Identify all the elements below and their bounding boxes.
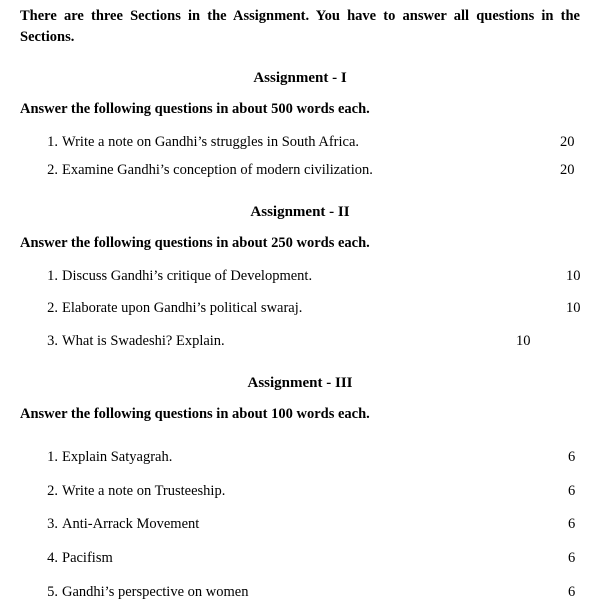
question-item — [20, 582, 580, 604]
assignment-section-3 — [20, 375, 580, 604]
section-title-1: Assignment - I — [253, 70, 347, 87]
question-list-1 — [20, 132, 580, 182]
question-number: 3. — [47, 516, 58, 533]
question-text: Write a note on Trusteeship. — [62, 482, 226, 499]
assignment-intro-text: There are three Sections in the Assignment. You have to answer all questions in the Sections. — [20, 8, 580, 46]
question-marks: 20 — [560, 161, 575, 178]
question-item — [20, 331, 580, 353]
question-number: 3. — [47, 333, 58, 350]
question-text: Write a note on Gandhi’s struggles in South Africa. — [62, 134, 360, 151]
assignment-section-1 — [20, 70, 580, 182]
question-text: What is Swadeshi? Explain. — [62, 333, 225, 350]
question-text: Gandhi’s perspective on women — [62, 583, 249, 600]
question-item — [20, 447, 580, 469]
question-marks: 6 — [568, 550, 576, 567]
question-marks: 6 — [568, 448, 576, 465]
section-title-3: Assignment - III — [247, 374, 353, 391]
question-number: 1. — [47, 134, 58, 151]
question-number: 1. — [47, 267, 58, 284]
question-number: 2. — [47, 300, 58, 317]
question-marks: 10 — [516, 333, 531, 350]
question-item — [20, 548, 580, 570]
assignment-section-2 — [20, 204, 580, 353]
question-marks: 10 — [566, 267, 581, 284]
question-text: Pacifism — [62, 550, 113, 567]
question-text: Anti-Arrack Movement — [62, 516, 200, 533]
question-item — [20, 514, 580, 536]
question-list-3 — [20, 447, 580, 604]
question-marks: 6 — [568, 583, 576, 600]
question-marks: 6 — [568, 482, 576, 499]
section-instruction-2: Answer the following questions in about 250 words each. — [20, 234, 370, 251]
section-instruction-3: Answer the following questions in about 100 words each. — [20, 405, 370, 422]
question-marks: 10 — [566, 300, 581, 317]
question-marks: 20 — [560, 134, 575, 151]
question-marks: 6 — [568, 516, 576, 533]
section-title-2: Assignment - II — [250, 203, 350, 220]
question-number: 1. — [47, 448, 58, 465]
question-text: Examine Gandhi’s conception of modern civilization. — [62, 161, 373, 178]
section-instruction-1: Answer the following questions in about 500 words each. — [20, 101, 370, 118]
question-text: Discuss Gandhi’s critique of Development. — [62, 267, 313, 284]
question-item — [20, 132, 580, 154]
question-text: Explain Satyagrah. — [62, 448, 173, 465]
question-text: Elaborate upon Gandhi’s political swaraj. — [62, 300, 303, 317]
question-number: 2. — [47, 482, 58, 499]
question-number: 5. — [47, 583, 58, 600]
question-item — [20, 298, 580, 320]
question-item — [20, 481, 580, 503]
question-list-2 — [20, 266, 580, 353]
question-number: 2. — [47, 161, 58, 178]
question-item — [20, 160, 580, 182]
question-item — [20, 266, 580, 288]
question-number: 4. — [47, 550, 58, 567]
